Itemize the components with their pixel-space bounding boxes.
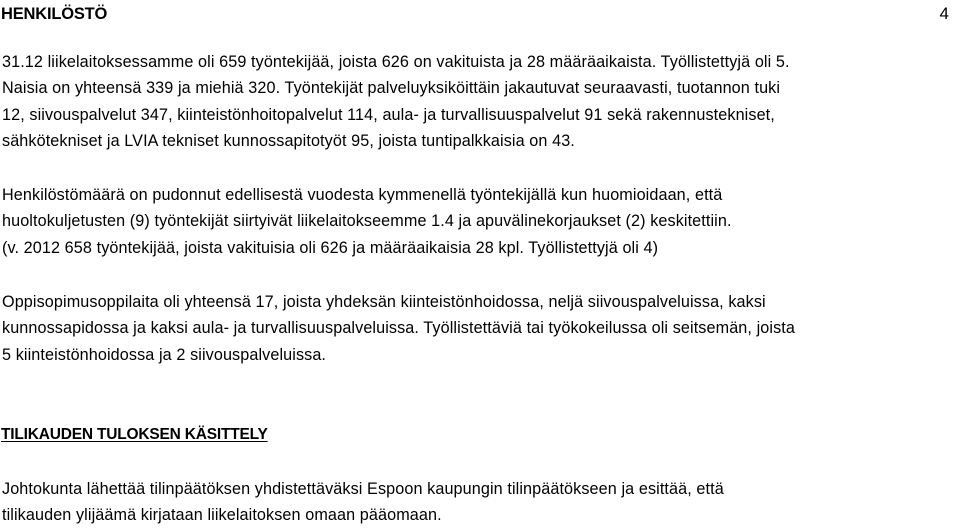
staff-change-paragraph [2, 182, 952, 261]
paragraph-line: Oppisopimusoppilaita oli yhteensä 17, joista yhdeksän kiinteistönhoidossa, neljä siivouspalveluissa, kaksi [2, 293, 766, 311]
result-handling-heading: TILIKAUDEN TULOKSEN KÄSITTELY [1, 426, 268, 443]
paragraph-line: 5 kiinteistönhoidossa ja 2 siivouspalveluissa. [2, 345, 327, 364]
page-header [0, 3, 960, 25]
paragraph-line: kunnossapidossa ja kaksi aula- ja turvallisuuspalveluissa. Työllistettäviä tai työkokeilussa oli seitsemän, joista [2, 319, 795, 338]
staff-count-paragraph [2, 49, 952, 155]
paragraph-line: (v. 2012 658 työntekijää, joista vakituisia oli 626 ja määräaikaisia 28 kpl. Työllistettyjä oli 4) [2, 238, 659, 257]
result-handling-paragraph [2, 476, 952, 529]
paragraph-line: Henkilöstömäärä on pudonnut edellisestä vuodesta kymmenellä työntekijällä kun huomioidaan, että [2, 186, 723, 204]
paragraph-line: tilikauden ylijäämä kirjataan liikelaitoksen omaan pääomaan. [2, 506, 442, 525]
paragraph-line: huoltokuljetusten (9) työntekijät siirtyivät liikelaitokseemme 1.4 ja apuvälinekorjaukset (2) keskitettiin. [2, 212, 732, 231]
paragraph-line: 12, siivouspalvelut 347, kiinteistönhoitopalvelut 114, aula- ja turvallisuuspalvelut 91 sekä rakennustekniset, [2, 105, 775, 124]
page-number: 4 [939, 4, 949, 23]
paragraph-line: Johtokunta lähettää tilinpäätöksen yhdistettäväksi Espoon kaupungin tilinpäätökseen ja esittää, että [2, 480, 724, 498]
section-title: HENKILÖSTÖ [1, 5, 108, 23]
paragraph-line: sähkötekniset ja LVIA tekniset kunnossapitotyöt 95, joista tuntipalkkaisia on 43. [2, 132, 575, 151]
paragraph-line: 31.12 liikelaitoksessamme oli 659 työntekijää, joista 626 on vakituista ja 28 määräaikaista. Työllistettyjä oli 5. [2, 53, 790, 71]
paragraph-line: Naisia on yhteensä 339 ja miehiä 320. Työntekijät palveluyksiköittäin jakautuvat seuraavasti, tuotannon tuki [2, 79, 781, 98]
apprentice-paragraph [2, 289, 952, 368]
